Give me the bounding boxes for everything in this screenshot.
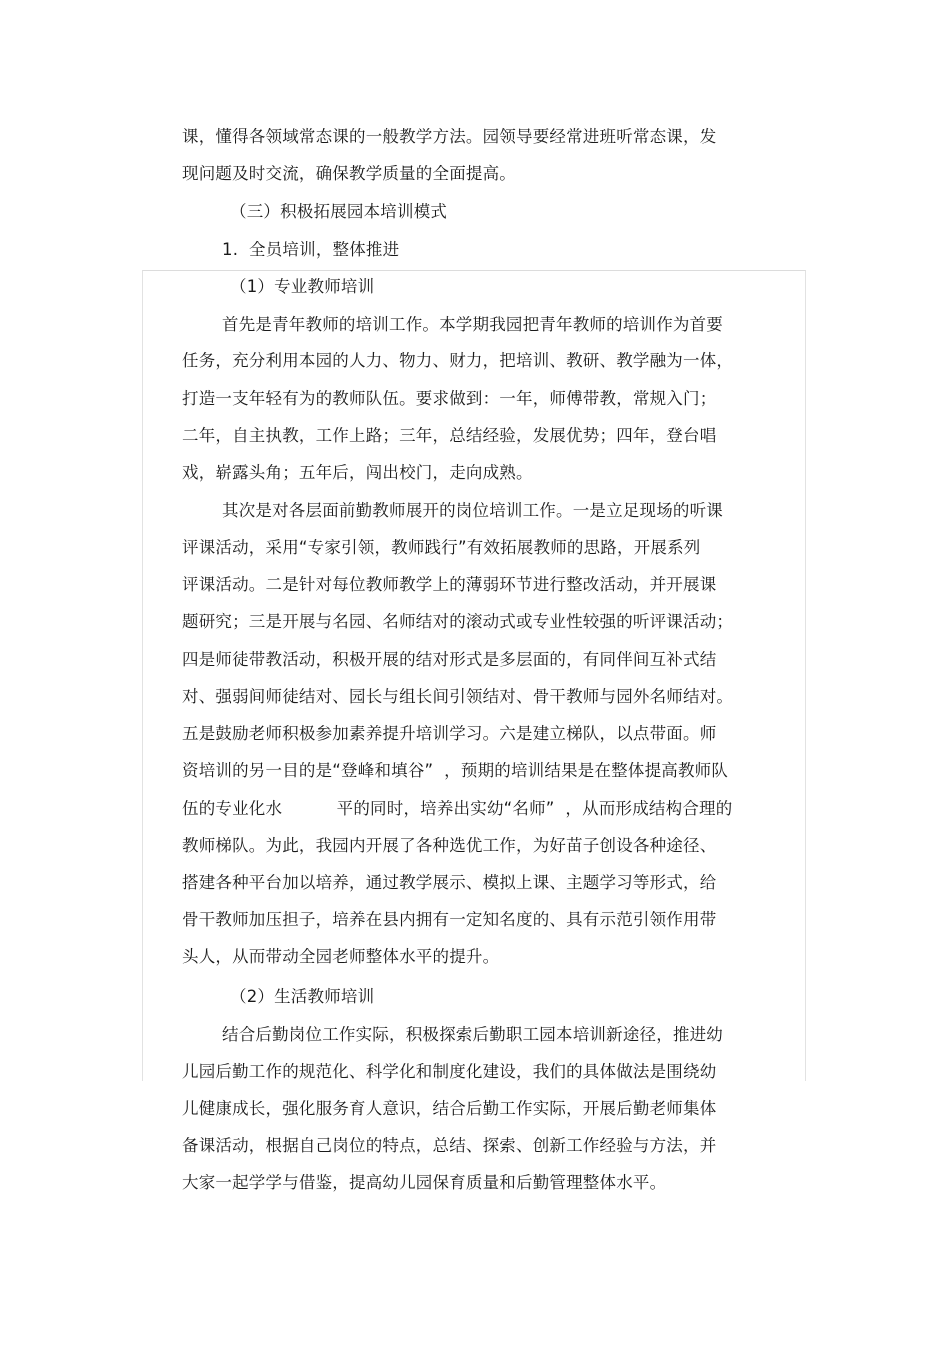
- text-line: 四是师徒带教活动，积极开展的结对形式是多层面的，有同伴间互补式结: [182, 650, 717, 669]
- text-line: 戏，崭露头角；五年后，闯出校门，走向成熟。: [182, 463, 533, 482]
- text-line: 评课活动，采用“专家引领，教师践行”有效拓展教师的思路，开展系列: [182, 538, 701, 557]
- text-line: 对、强弱间师徒结对、园长与组长间引领结对、骨干教师与园外名师结对。: [182, 687, 734, 706]
- text-line: 题研究；三是开展与名园、名师结对的滚动式或专业性较强的听评课活动；: [182, 612, 734, 631]
- paragraph-first-line: 首先是青年教师的培训工作。本学期我园把青年教师的培训作为首要: [222, 315, 723, 334]
- text-line: 课，懂得各领域常态课的一般教学方法。园领导要经常进班听常态课，发: [182, 127, 717, 146]
- subsection-heading: 1. 全员培训，整体推进: [222, 240, 400, 259]
- text-line: 儿健康成长，强化服务育人意识，结合后勤工作实际，开展后勤老师集体: [182, 1099, 717, 1118]
- paragraph-first-line: 其次是对各层面前勤教师展开的岗位培训工作。一是立足现场的听课: [222, 501, 723, 520]
- text-line: 二年，自主执教，工作上路；三年，总结经验，发展优势；四年，登台唱: [182, 426, 717, 445]
- paragraph-first-line: 结合后勤岗位工作实际，积极探索后勤职工园本培训新途径，推进幼: [222, 1025, 723, 1044]
- text-line: 评课活动。二是针对每位教师教学上的薄弱环节进行整改活动，并开展课: [182, 575, 717, 594]
- text-line: 骨干教师加压担子，培养在县内拥有一定知名度的、具有示范引领作用带: [182, 910, 717, 929]
- text-line: 现问题及时交流，确保教学质量的全面提高。: [182, 164, 516, 183]
- text-line: 任务，充分利用本园的人力、物力、财力，把培训、教研、教学融为一体，: [182, 351, 734, 370]
- text-line: 教师梯队。为此，我园内开展了各种选优工作，为好苗子创设各种途径、: [182, 836, 717, 855]
- text-line: 儿园后勤工作的规范化、科学化和制度化建设，我们的具体做法是围绕幼: [182, 1062, 717, 1081]
- sub-subsection-heading: （2）生活教师培训: [230, 987, 375, 1006]
- text-line: 备课活动，根据自己岗位的特点，总结、探索、创新工作经验与方法，并: [182, 1136, 717, 1155]
- text-line: 搭建各种平台加以培养，通过教学展示、模拟上课、主题学习等形式，给: [182, 873, 717, 892]
- text-line: 伍的专业化水 平的同时，培养出实幼“名师” ，从而形成结构合理的: [182, 799, 733, 818]
- text-line: 打造一支年轻有为的教师队伍。要求做到：一年，师傅带教，常规入门；: [182, 389, 717, 408]
- text-line: 大家一起学学与借鉴，提高幼儿园保育质量和后勤管理整体水平。: [182, 1173, 667, 1192]
- text-line: 头人，从而带动全园老师整体水平的提升。: [182, 947, 500, 966]
- text-line: 五是鼓励老师积极参加素养提升培训学习。六是建立梯队，以点带面。师: [182, 724, 717, 743]
- text-line: 资培训的另一目的是“登峰和填谷” ，预期的培训结果是在整体提高教师队: [182, 761, 729, 780]
- section-heading: （三）积极拓展园本培训模式: [230, 202, 448, 221]
- sub-subsection-heading: （1）专业教师培训: [230, 277, 375, 296]
